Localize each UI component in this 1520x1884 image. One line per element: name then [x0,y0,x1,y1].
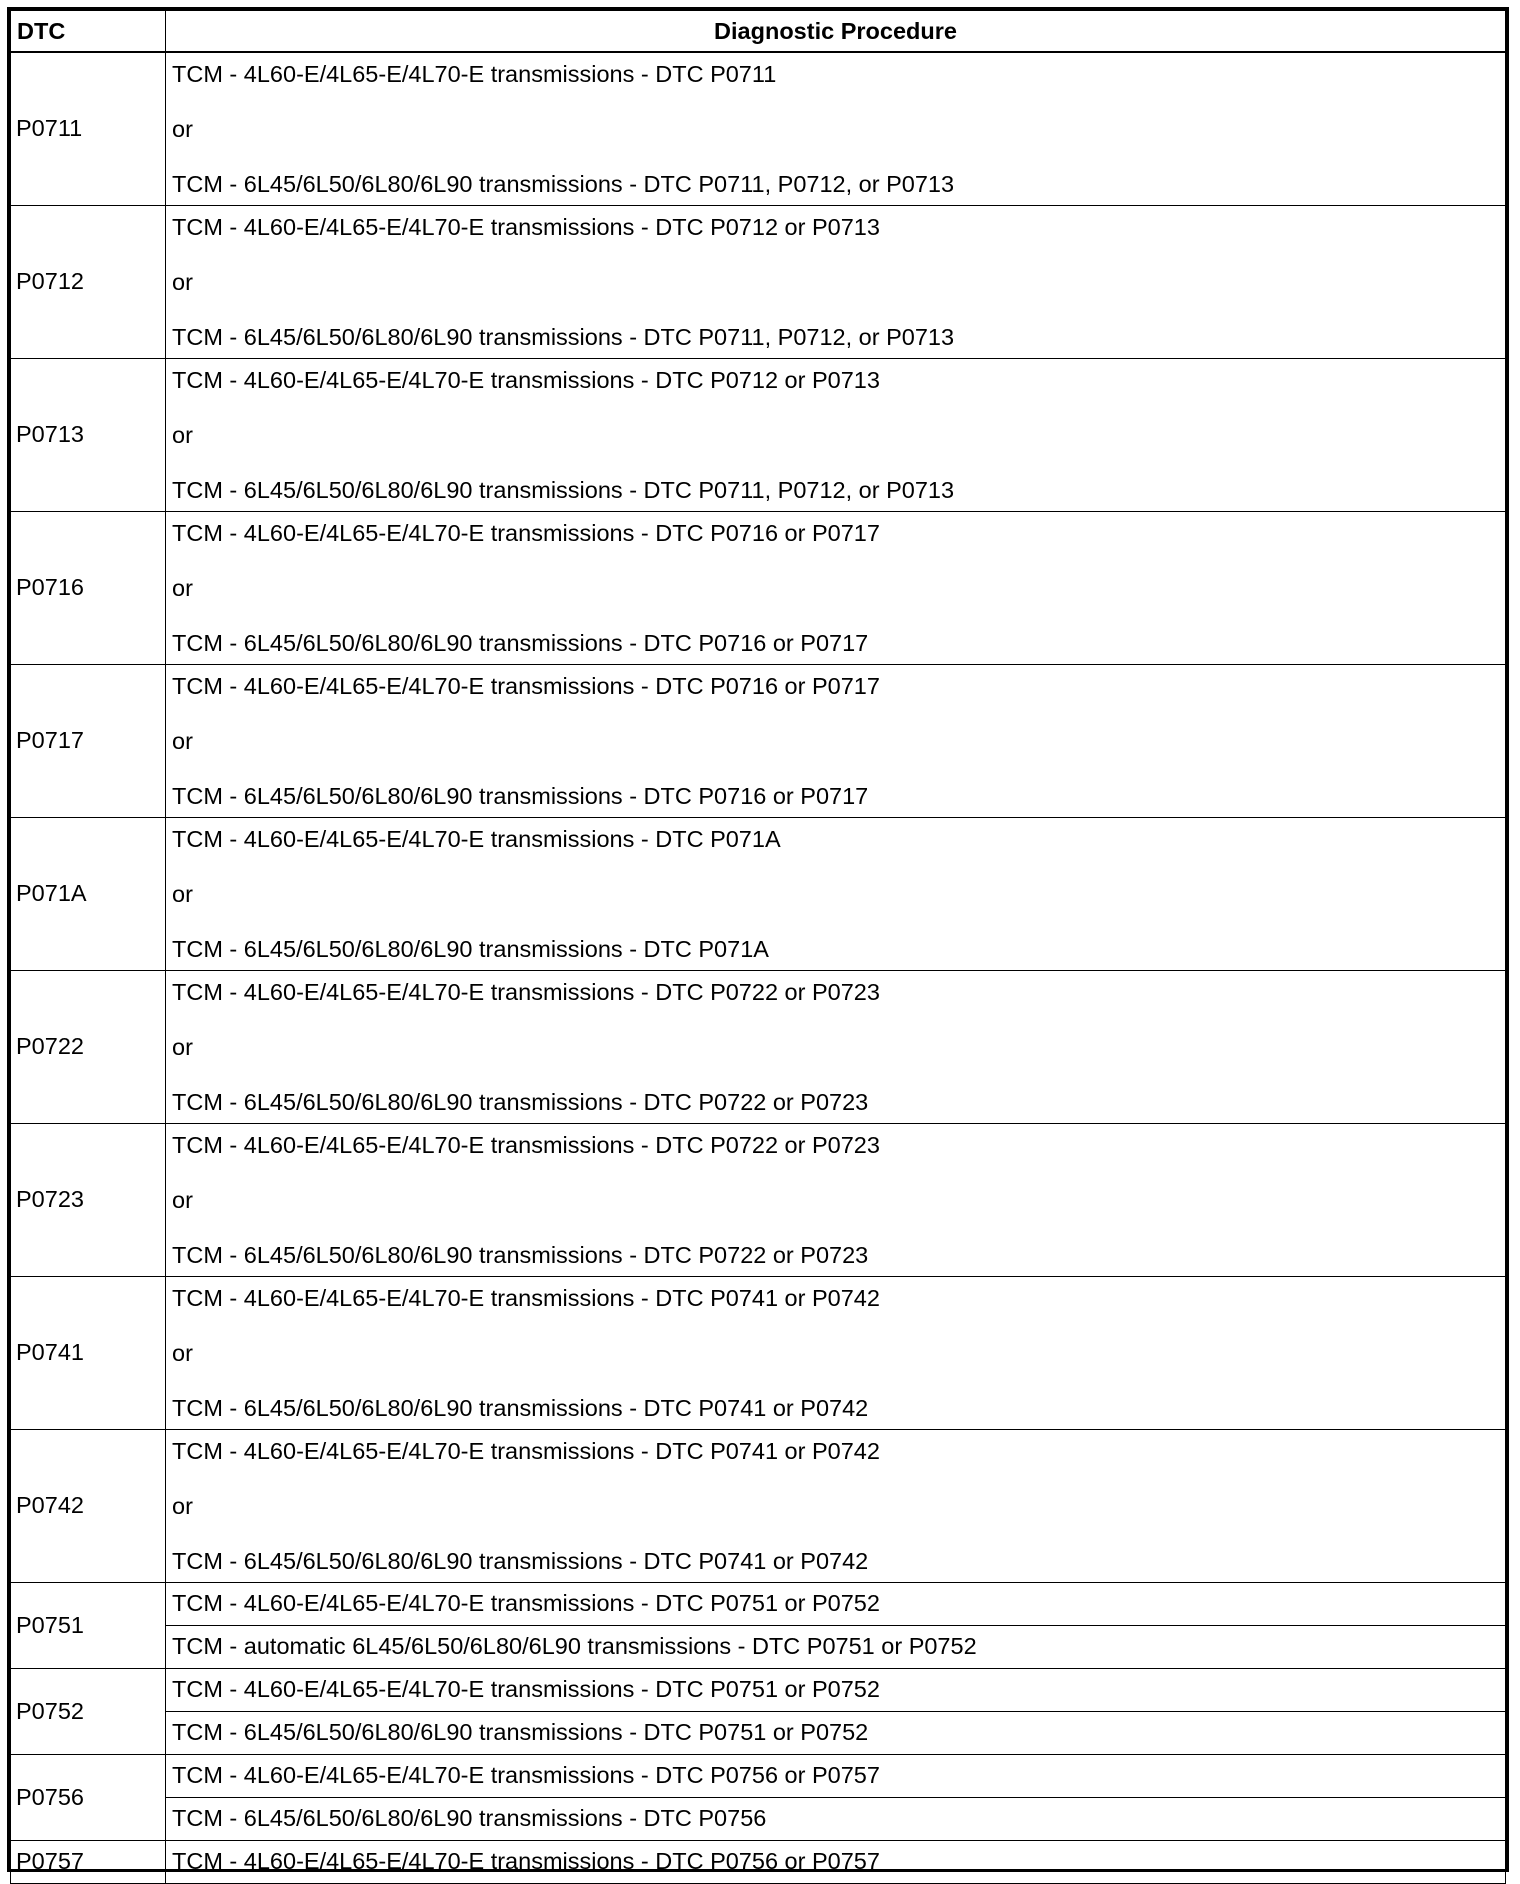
or-separator: or [172,880,193,907]
procedure-line: TCM - 4L60-E/4L65-E/4L70-E transmissions - DTC P0711 [172,60,777,87]
or-separator: or [172,115,193,142]
procedure-cell: TCM - automatic 6L45/6L50/6L80/6L90 transmissions - DTC P0751 or P0752 [166,1625,1506,1668]
or-separator: or [172,727,193,754]
or-separator: or [172,1186,193,1213]
procedure-cell [166,52,1506,205]
procedure-line: TCM - 6L45/6L50/6L80/6L90 transmissions - DTC P0741 or P0742 [172,1394,869,1421]
dtc-code-cell: P0751 [11,1582,166,1668]
table-row [11,1797,1506,1840]
procedure-line: TCM - 6L45/6L50/6L80/6L90 transmissions - DTC P071A [172,935,769,962]
procedure-line: TCM - 4L60-E/4L65-E/4L70-E transmissions - DTC P0741 or P0742 [172,1284,880,1311]
procedure-cell [166,664,1506,817]
dtc-code-cell: P0713 [11,358,166,511]
procedure-line: TCM - 4L60-E/4L65-E/4L70-E transmissions - DTC P0712 or P0713 [172,366,880,393]
procedure-line: TCM - 6L45/6L50/6L80/6L90 transmissions - DTC P0716 or P0717 [172,629,869,656]
procedure-cell: TCM - 6L45/6L50/6L80/6L90 transmissions - DTC P0756 [166,1797,1506,1840]
or-separator: or [172,268,193,295]
procedure-line: TCM - 4L60-E/4L65-E/4L70-E transmissions - DTC P071A [172,825,781,852]
procedure-cell [166,205,1506,358]
procedure-cell [166,817,1506,970]
procedure-cell [166,511,1506,664]
procedure-cell: TCM - 6L45/6L50/6L80/6L90 transmissions - DTC P0751 or P0752 [166,1711,1506,1754]
dtc-code-cell: P0741 [11,1276,166,1429]
table-row [11,1840,1506,1883]
procedure-line: TCM - 6L45/6L50/6L80/6L90 transmissions - DTC P0722 or P0723 [172,1088,869,1115]
table-row [11,1711,1506,1754]
or-separator: or [172,1033,193,1060]
table-row [11,1754,1506,1797]
or-separator: or [172,574,193,601]
or-separator: or [172,1492,193,1519]
dtc-column-header: DTC [11,11,166,53]
procedure-cell: TCM - 4L60-E/4L65-E/4L70-E transmissions - DTC P0751 or P0752 [166,1582,1506,1625]
table-row [11,1582,1506,1625]
procedure-line: TCM - 4L60-E/4L65-E/4L70-E transmissions - DTC P0712 or P0713 [172,213,880,240]
table-body [11,52,1506,1883]
table-row [11,1123,1506,1276]
table-row [11,1429,1506,1582]
procedure-cell [166,1429,1506,1582]
procedure-cell [166,970,1506,1123]
dtc-code-cell: P0757 [11,1840,166,1883]
procedure-cell: TCM - 4L60-E/4L65-E/4L70-E transmissions - DTC P0751 or P0752 [166,1668,1506,1711]
procedure-cell [166,1276,1506,1429]
dtc-code-cell: P0723 [11,1123,166,1276]
table-row [11,1625,1506,1668]
procedure-cell [166,1123,1506,1276]
dtc-code-cell: P0756 [11,1754,166,1840]
dtc-table-frame [7,7,1509,1872]
dtc-table [10,10,1506,1884]
procedure-line: TCM - 6L45/6L50/6L80/6L90 transmissions - DTC P0722 or P0723 [172,1241,869,1268]
or-separator: or [172,1339,193,1366]
dtc-code-cell: P071A [11,817,166,970]
procedure-line: TCM - 6L45/6L50/6L80/6L90 transmissions - DTC P0711, P0712, or P0713 [172,323,955,350]
procedure-cell: TCM - 4L60-E/4L65-E/4L70-E transmissions - DTC P0756 or P0757 [166,1840,1506,1883]
procedure-line: TCM - 4L60-E/4L65-E/4L70-E transmissions - DTC P0716 or P0717 [172,519,880,546]
table-row [11,1276,1506,1429]
dtc-code-cell: P0722 [11,970,166,1123]
table-row [11,664,1506,817]
procedure-line: TCM - 6L45/6L50/6L80/6L90 transmissions - DTC P0741 or P0742 [172,1547,869,1574]
procedure-line: TCM - 4L60-E/4L65-E/4L70-E transmissions - DTC P0716 or P0717 [172,672,880,699]
dtc-code-cell: P0717 [11,664,166,817]
table-row [11,358,1506,511]
table-row [11,970,1506,1123]
procedure-line: TCM - 4L60-E/4L65-E/4L70-E transmissions - DTC P0722 or P0723 [172,978,880,1005]
table-row [11,1668,1506,1711]
procedure-line: TCM - 6L45/6L50/6L80/6L90 transmissions - DTC P0716 or P0717 [172,782,869,809]
procedure-line: TCM - 4L60-E/4L65-E/4L70-E transmissions - DTC P0722 or P0723 [172,1131,880,1158]
procedure-line: TCM - 4L60-E/4L65-E/4L70-E transmissions - DTC P0741 or P0742 [172,1437,880,1464]
procedure-line: TCM - 6L45/6L50/6L80/6L90 transmissions - DTC P0711, P0712, or P0713 [172,476,955,503]
dtc-code-cell: P0716 [11,511,166,664]
table-row [11,511,1506,664]
table-row [11,205,1506,358]
procedure-cell [166,358,1506,511]
or-separator: or [172,421,193,448]
procedure-column-header: Diagnostic Procedure [166,11,1506,53]
table-row [11,817,1506,970]
table-row [11,52,1506,205]
dtc-code-cell: P0711 [11,52,166,205]
dtc-code-cell: P0742 [11,1429,166,1582]
dtc-code-cell: P0752 [11,1668,166,1754]
procedure-line: TCM - 6L45/6L50/6L80/6L90 transmissions - DTC P0711, P0712, or P0713 [172,170,955,197]
table-header-row [11,11,1506,53]
dtc-code-cell: P0712 [11,205,166,358]
procedure-cell: TCM - 4L60-E/4L65-E/4L70-E transmissions - DTC P0756 or P0757 [166,1754,1506,1797]
